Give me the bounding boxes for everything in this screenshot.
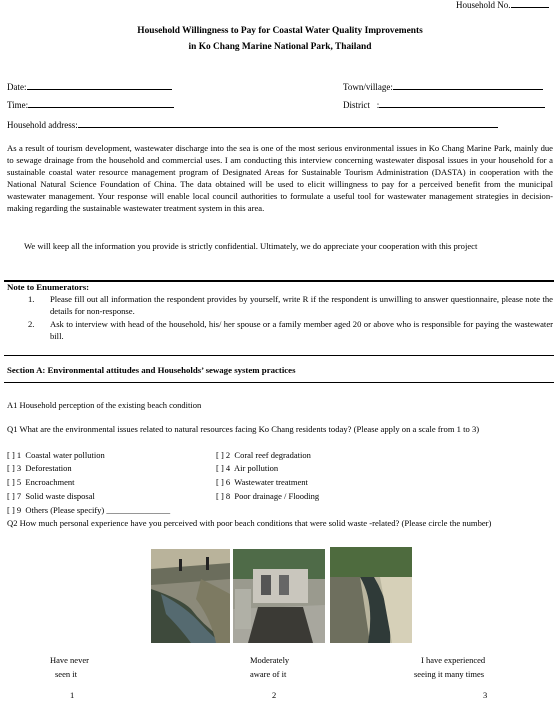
enumerator-item-number: 2.	[28, 319, 35, 329]
drainage-outlet-image	[233, 549, 325, 643]
q1-option[interactable]: [ ] 1 Coastal water pollution	[7, 450, 105, 460]
q1-option[interactable]: [ ] 8 Poor drainage / Flooding	[216, 491, 320, 501]
q1-option[interactable]: [ ] 5 Encroachment	[7, 477, 75, 487]
scale-label-line1: I have experienced	[421, 655, 486, 665]
q1-option[interactable]: [ ] 2 Coral reef degradation	[216, 450, 311, 460]
date-row	[7, 80, 172, 93]
q1-option[interactable]: [ ] 4 Air pollution	[216, 463, 279, 473]
town-label: Town/village:	[343, 82, 393, 92]
q1-option[interactable]: [ ] 7 Solid waste disposal	[7, 491, 95, 501]
beach-photo-2	[233, 549, 325, 643]
address-row	[7, 118, 498, 131]
town-field[interactable]	[393, 80, 543, 90]
district-row	[343, 98, 545, 111]
date-field[interactable]	[27, 80, 172, 90]
enumerator-item-text: Ask to interview with head of the household, his/ her spouse or a family member aged 20 or above who is responsible for paying the wastewater bill.	[50, 319, 553, 342]
q1-option[interactable]: [ ] 3 Deforestation	[7, 463, 72, 473]
time-row	[7, 98, 174, 111]
district-label: District :	[343, 100, 380, 110]
enumerator-item-text: Please fill out all information the respondent provides by yourself, write R if the respondent is unwilling to answer questionnaire, please note the details for non-response.	[50, 294, 553, 317]
district-field[interactable]	[379, 98, 545, 108]
section-a-heading: Section A: Environmental attitudes and Households’ sewage system practices	[7, 365, 296, 375]
household-number-field[interactable]	[511, 0, 549, 8]
time-field[interactable]	[28, 98, 174, 108]
polluted-channel-image	[151, 549, 230, 643]
household-number-label: Household No.	[456, 0, 511, 10]
scale-number[interactable]: 2	[272, 690, 277, 700]
q1-option[interactable]: [ ] 6 Wastewater treatment	[216, 477, 308, 487]
time-label: Time:	[7, 100, 29, 110]
address-field[interactable]	[78, 118, 498, 128]
a1-heading: A1 Household perception of the existing beach condition	[7, 400, 202, 410]
confidentiality-paragraph: We will keep all the information you provide is strictly confidential. Ultimately, we do appreciate your cooperation with this project	[24, 241, 478, 251]
enumerator-item-number: 1.	[28, 294, 35, 304]
scale-number[interactable]: 1	[70, 690, 75, 700]
household-number	[456, 0, 549, 11]
enumerators-heading: Note to Enumerators:	[7, 282, 90, 292]
scale-label-line2: seen it	[55, 669, 77, 679]
q1-option[interactable]: [ ] 9 Others (Please specify) _______________	[7, 505, 171, 515]
scale-number[interactable]: 3	[483, 690, 488, 700]
section-bottom-rule	[4, 382, 554, 383]
intro-paragraph: As a result of tourism development, wastewater discharge into the sea is one of the most serious environmental issues in Ko Chang Marine Park, mainly due to sewage drainage from the household and commercial uses. I am conducting this interview concerning wastewater disposal issues in your household for a sustainable coastal water resource management program of Designated Areas for Sustainable Tourism Administration (DASTA) in cooperation with the National Natural Science Foundation of China. The data obtained will be used to elicit willingness to pay for a perceived benefit from the municipal wastewater management. Your response will enable local council authorities to formulate a useful tool for wastewater management strategies in decision-making regarding the sustainable wastewater treatment system in this area.	[7, 143, 553, 214]
scale-label-line1: Have never	[50, 655, 89, 665]
polluted-stream-image	[330, 547, 412, 643]
scale-label-line2: aware of it	[250, 669, 287, 679]
page-subtitle: in Ko Chang Marine National Park, Thailand	[188, 42, 372, 52]
q2-question: Q2 How much personal experience have you perceived with poor beach conditions that were solid waste -related? (Please circle the number)	[7, 518, 492, 528]
q1-question: Q1 What are the environmental issues related to natural resources facing Ko Chang residents today? (Please apply on a scale from 1 to 3)	[7, 424, 480, 434]
scale-label-line1: Moderately	[250, 655, 290, 665]
beach-photo-3	[330, 547, 412, 643]
date-label: Date:	[7, 82, 27, 92]
beach-photo-1	[151, 549, 230, 643]
town-row	[343, 80, 543, 93]
scale-label-line2: seeing it many times	[414, 669, 485, 679]
section-top-rule	[4, 355, 554, 356]
page-title: Household Willingness to Pay for Coastal Water Quality Improvements	[137, 26, 423, 36]
address-label: Household address:	[7, 120, 78, 130]
